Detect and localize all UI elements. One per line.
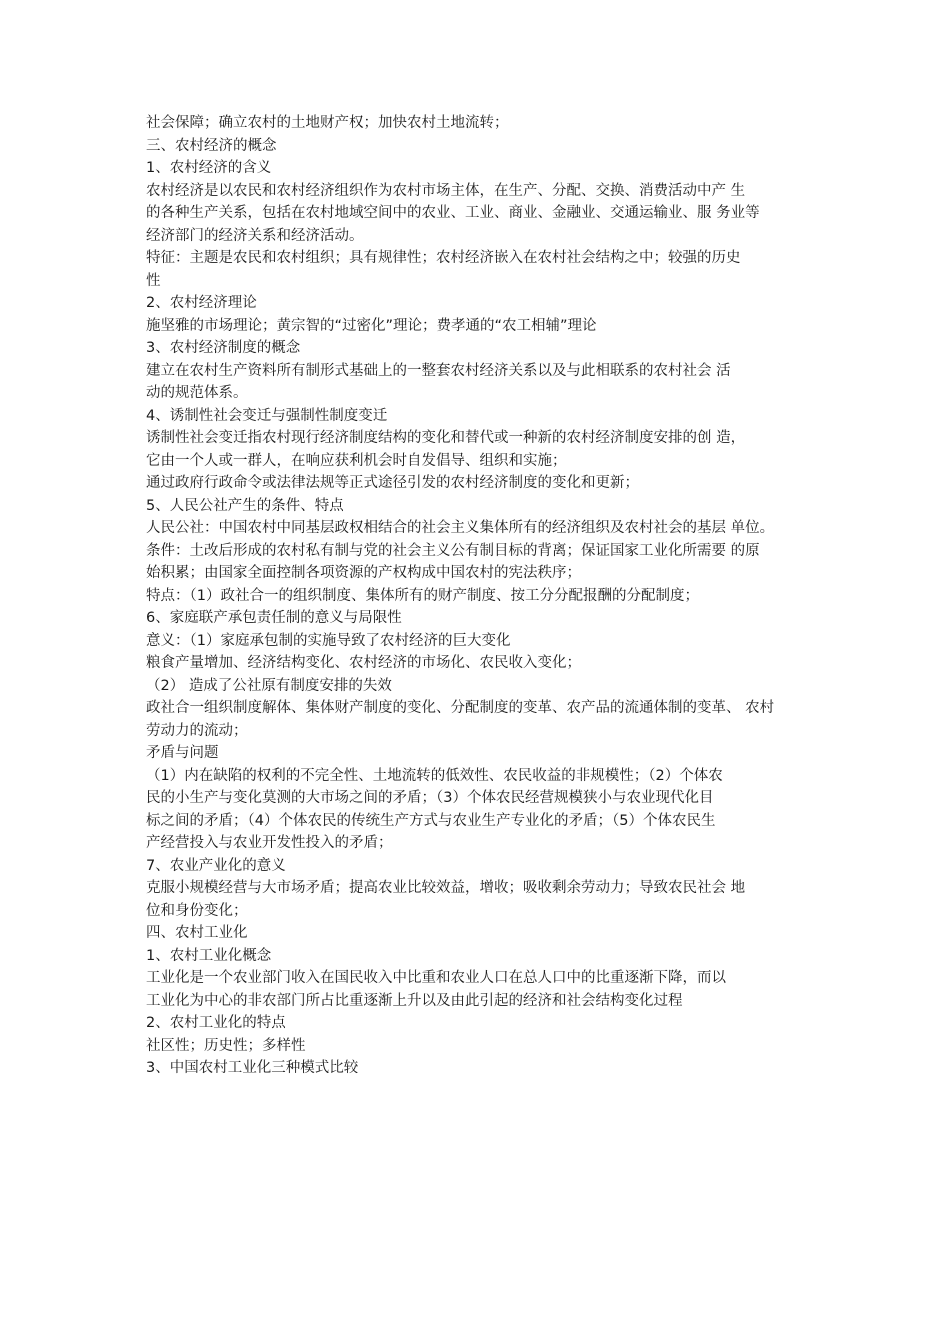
text-line: （1）内在缺陷的权利的不完全性、土地流转的低效性、农民收益的非规模性；（2）个体农	[146, 767, 723, 784]
subsection-heading: 2、农村工业化的特点	[146, 1015, 286, 1031]
text-line: 人民公社：中国农村中同基层政权相结合的社会主义集体所有的经济组织及农村社会的基层 单位。	[146, 520, 775, 536]
subsection-heading: 5、人民公社产生的条件、特点	[146, 497, 344, 514]
text-line: 始积累；由国家全面控制各项资源的产权构成中国农村的宪法秩序；	[146, 565, 581, 581]
text-line: 标之间的矛盾；（4）个体农民的传统生产方式与农业生产专业化的矛盾；（5）个体农民生	[146, 812, 716, 829]
text-line: 的各种生产关系，包括在农村地域空间中的农业、工业、商业、金融业、交通运输业、服 务业等	[146, 205, 760, 221]
document-body	[146, 112, 818, 1080]
subsection-heading: 1、农村工业化概念	[146, 947, 272, 964]
text-line: 条件：土改后形成的农村私有制与党的社会主义公有制目标的背离；保证国家工业化所需要 的原	[146, 542, 760, 559]
text-line: 农村经济是以农民和农村经济组织作为农村市场主体，在生产、分配、交换、消费活动中产 生	[146, 182, 746, 199]
subsection-heading: 6、家庭联产承包责任制的意义与局限性	[146, 610, 402, 626]
subsection-heading: 3、中国农村工业化三种模式比较	[146, 1060, 359, 1076]
subsection-heading: 4、诱制性社会变迁与强制性制度变迁	[146, 407, 388, 424]
text-line: 克服小规模经营与大市场矛盾；提高农业比较效益，增收；吸收剩余劳动力；导致农民社会 地	[146, 880, 746, 896]
section-heading: 四、农村工业化	[146, 925, 248, 941]
text-line: 性	[146, 272, 161, 289]
text-line: 意义：（1）家庭承包制的实施导致了农村经济的巨大变化	[146, 632, 511, 649]
text-line: 动的规范体系。	[146, 385, 248, 401]
text-line: 诱制性社会变迁指农村现行经济制度结构的变化和替代或一种新的农村经济制度安排的创 造，	[146, 430, 746, 446]
text-line: 工业化为中心的非农部门所占比重逐渐上升以及由此引起的经济和社会结构变化过程	[146, 992, 683, 1009]
text-line: 经济部门的经济关系和经济活动。	[146, 227, 364, 244]
text-line: 粮食产量增加、经济结构变化、农村经济的市场化、农民收入变化；	[146, 655, 581, 671]
text-line: 工业化是一个农业部门收入在国民收入中比重和农业人口在总人口中的比重逐渐下降，而以	[146, 970, 726, 986]
subsection-heading: 3、农村经济制度的概念	[146, 340, 301, 356]
section-heading: 三、农村经济的概念	[146, 137, 277, 154]
text-line: 建立在农村生产资料所有制形式基础上的一整套农村经济关系以及与此相联系的农村社会 活	[146, 362, 731, 379]
text-line: 施坚雅的市场理论；黄宗智的“过密化”理论；费孝通的“农工相辅”理论	[146, 317, 597, 334]
text-line: 民的小生产与变化莫测的大市场之间的矛盾；（3）个体农民经营规模狭小与农业现代化目	[146, 790, 714, 806]
subsection-heading: 1、农村经济的含义	[146, 160, 272, 176]
text-line: 位和身份变化；	[146, 902, 248, 919]
text-line: （2） 造成了公社原有制度安排的失效	[146, 677, 392, 694]
text-line: 通过政府行政命令或法律法规等正式途径引发的农村经济制度的变化和更新；	[146, 475, 639, 491]
text-line: 政社合一组织制度解体、集体财产制度的变化、分配制度的变革、农产品的流通体制的变革、 农村	[146, 700, 775, 716]
text-line: 社区性；历史性；多样性	[146, 1037, 306, 1054]
subsection-heading: 2、农村经济理论	[146, 295, 257, 311]
text-line: 产经营投入与农业开发性投入的矛盾；	[146, 835, 393, 851]
text-line: 它由一个人或一群人，在响应获利机会时自发倡导、组织和实施；	[146, 452, 567, 469]
text-line: 特征：主题是农民和农村组织；具有规律性；农村经济嵌入在农村社会结构之中；较强的历史	[146, 250, 741, 266]
text-line: 社会保障；确立农村的土地财产权；加快农村土地流转；	[146, 115, 509, 131]
subsection-heading: 7、农业产业化的意义	[146, 857, 286, 874]
text-line: 矛盾与问题	[146, 745, 219, 761]
text-line: 特点：（1）政社合一的组织制度、集体所有的财产制度、按工分分配报酬的分配制度；	[146, 587, 699, 604]
text-line: 劳动力的流动；	[146, 722, 248, 739]
